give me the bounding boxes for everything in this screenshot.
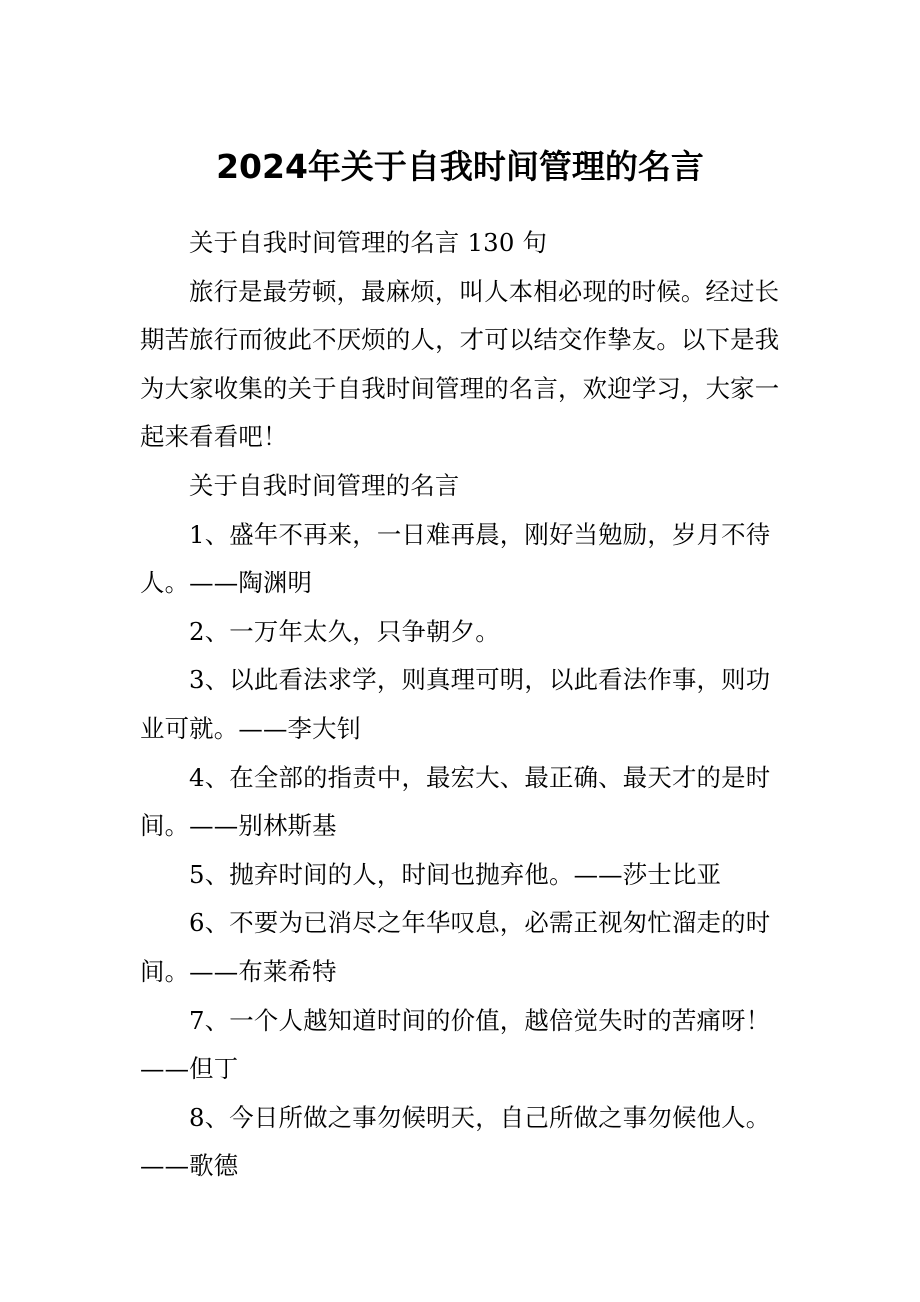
paragraph-line: 7、一个人越知道时间的价值，越倍觉失时的苦痛呀！ [189, 1005, 771, 1035]
paragraph-line: 4、在全部的指责中，最宏大、最正确、最天才的是时 [189, 762, 771, 792]
paragraph-line: 间。——布莱希特 [140, 956, 337, 986]
paragraph-line: 业可就。——李大钊 [140, 713, 362, 743]
paragraph [140, 997, 790, 1094]
paragraph-line: 3、以此看法求学，则真理可明，以此看法作事，则功 [189, 665, 771, 695]
paragraph [140, 462, 790, 511]
document-body [140, 219, 790, 1191]
paragraph-line: 起来看看吧！ [140, 422, 288, 452]
paragraph [140, 268, 790, 462]
paragraph-line: 关于自我时间管理的名言 [189, 470, 460, 500]
paragraph-line: 旅行是最劳顿，最麻烦，叫人本相必现的时候。经过长 [189, 276, 780, 306]
paragraph [140, 608, 790, 657]
paragraph [140, 754, 790, 851]
paragraph-line: 5、抛弃时间的人，时间也抛弃他。——莎士比亚 [189, 859, 722, 889]
paragraph-line: ——但丁 [140, 1054, 239, 1084]
paragraph [140, 1094, 790, 1191]
paragraph [140, 511, 790, 608]
paragraph [140, 219, 790, 268]
paragraph [140, 656, 790, 753]
paragraph [140, 899, 790, 996]
paragraph [140, 851, 790, 900]
paragraph-line: 8、今日所做之事勿候明天，自己所做之事勿候他人。 [189, 1102, 771, 1132]
paragraph-line: 1、盛年不再来，一日难再晨，刚好当勉励，岁月不待 [189, 519, 771, 549]
paragraph-line: ——歌德 [140, 1151, 239, 1181]
paragraph-line: 人。——陶渊明 [140, 568, 313, 598]
paragraph-line: 间。——别林斯基 [140, 811, 337, 841]
paragraph-line: 期苦旅行而彼此不厌烦的人，才可以结交作挚友。以下是我 [140, 325, 780, 355]
paragraph-line: 关于自我时间管理的名言 130 句 [189, 228, 548, 257]
document-title: 2024年关于自我时间管理的名言 [216, 147, 704, 186]
paragraph-line: 2、一万年太久，只争朝夕。 [189, 616, 500, 646]
paragraph-line: 为大家收集的关于自我时间管理的名言，欢迎学习，大家一 [140, 373, 780, 403]
paragraph-line: 6、不要为已消尽之年华叹息，必需正视匆忙溜走的时 [189, 908, 771, 938]
